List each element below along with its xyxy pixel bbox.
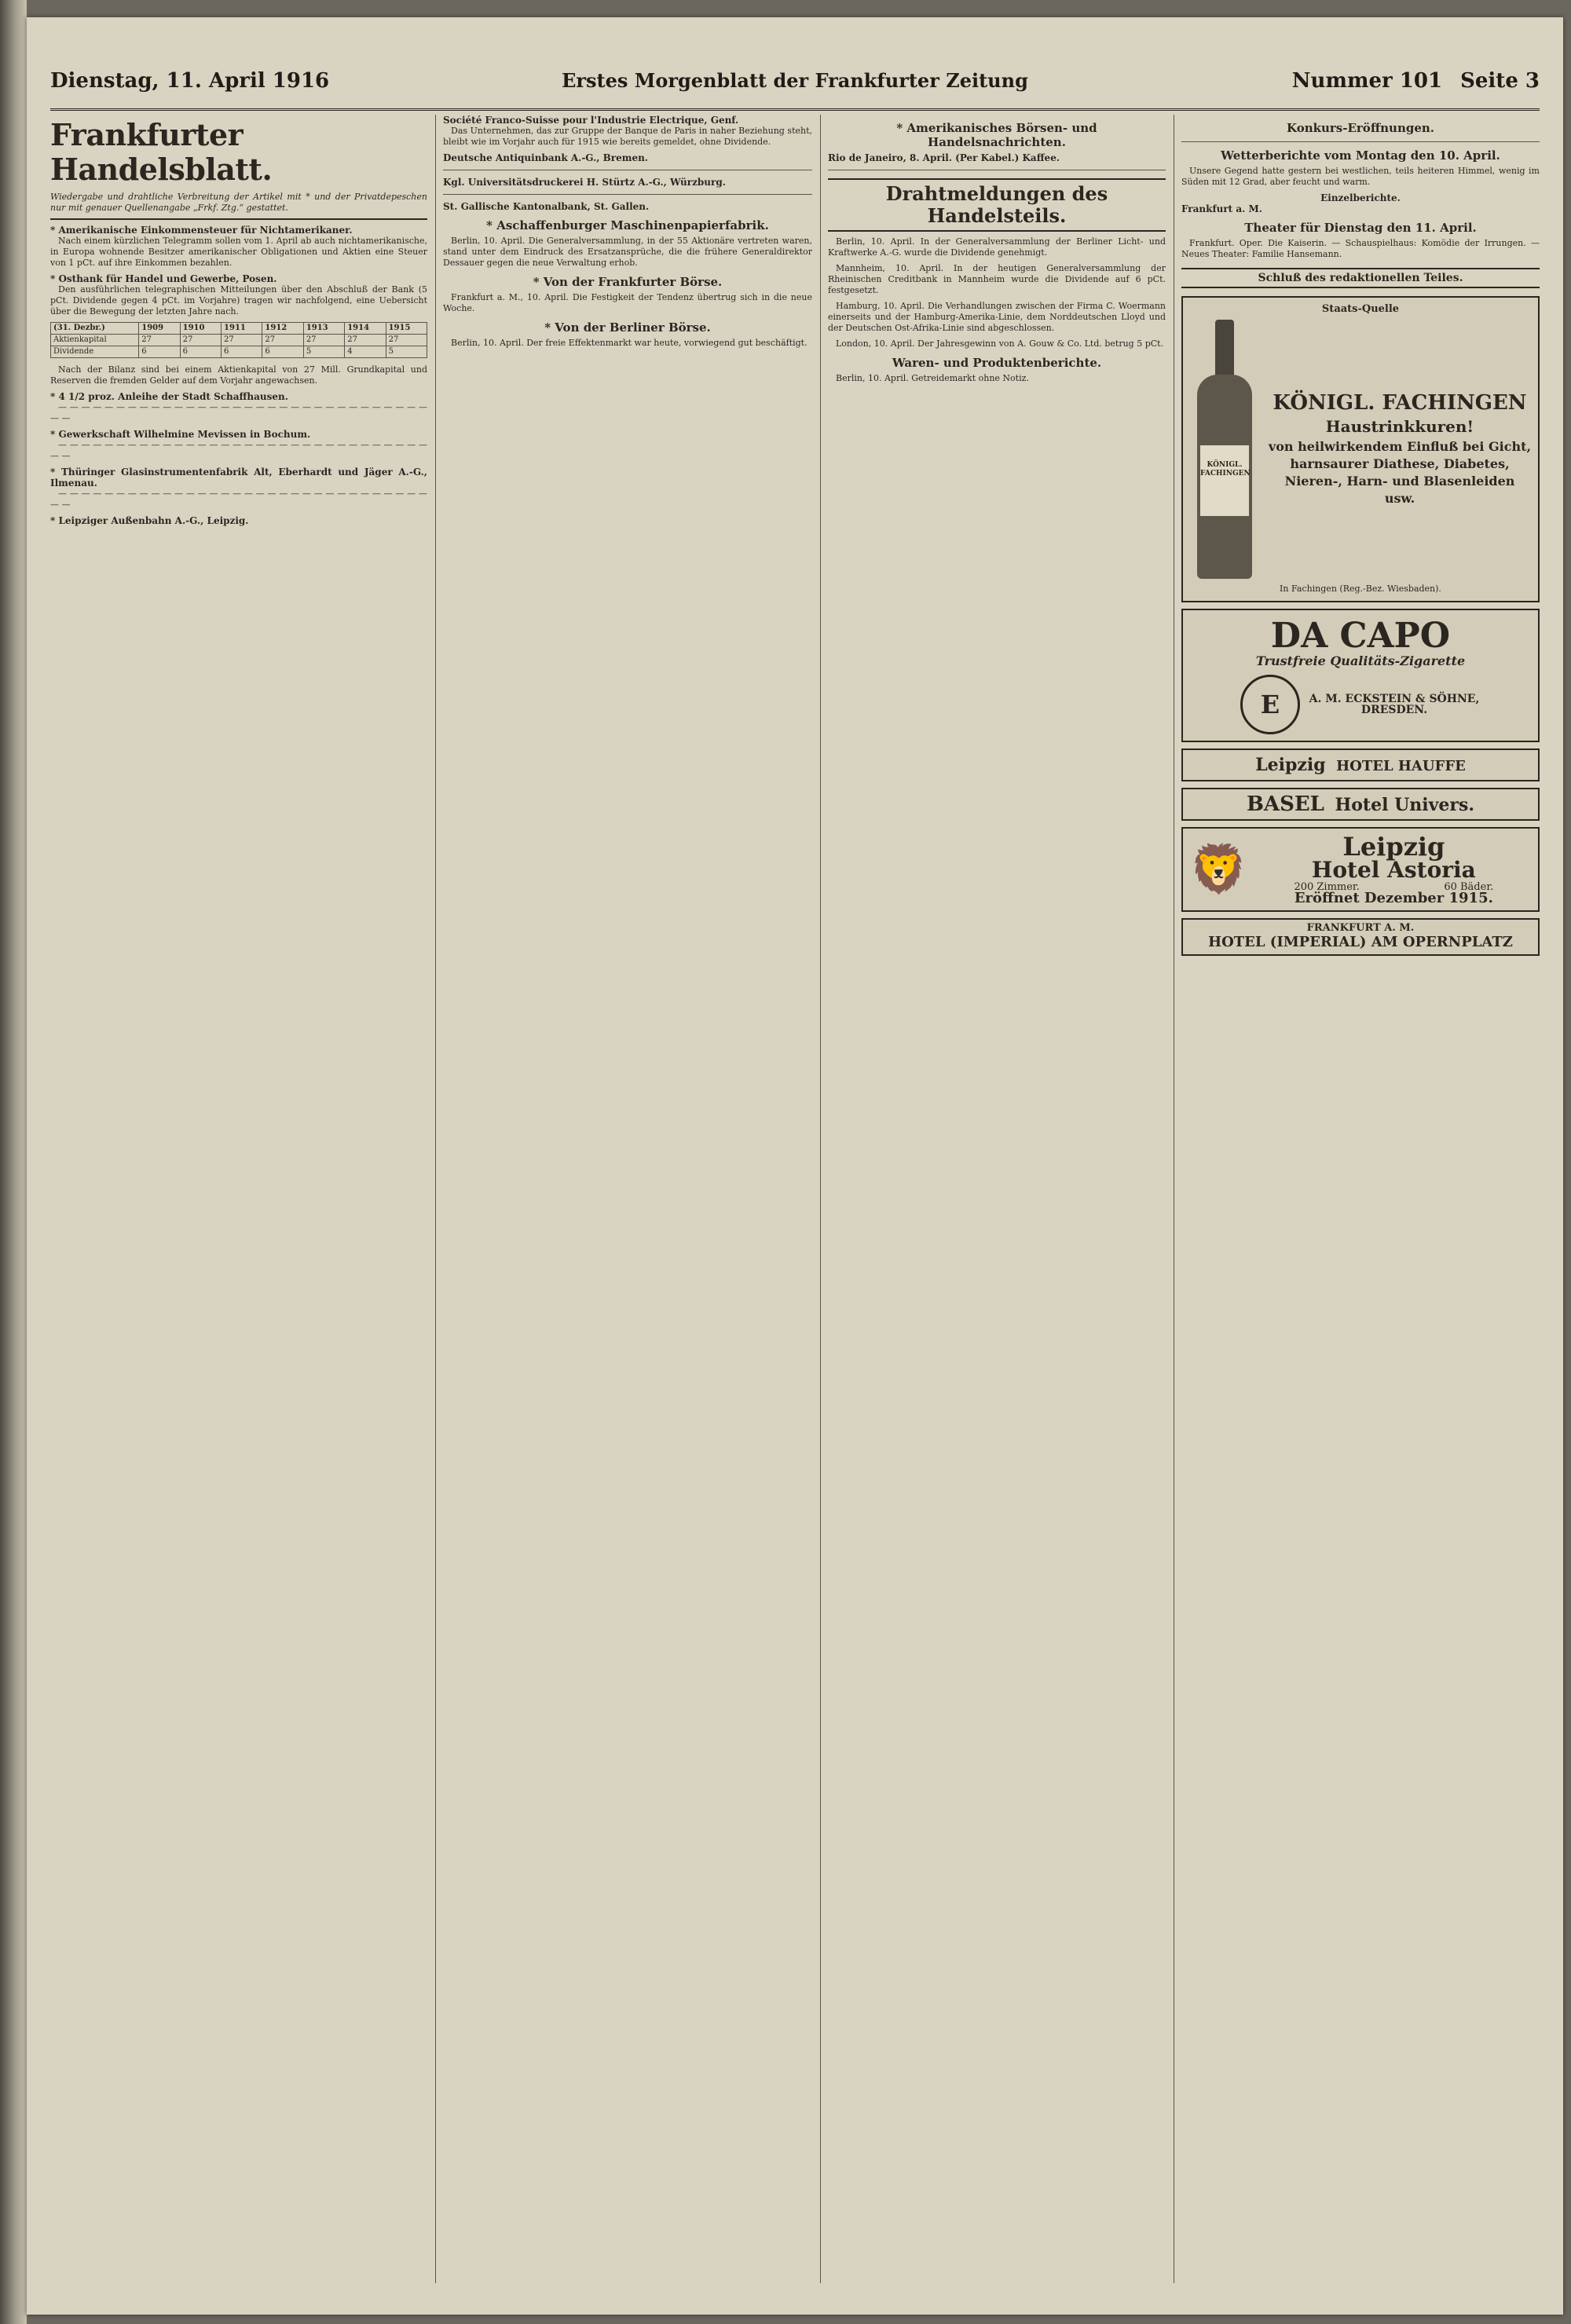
table-cell: Aktienkapital bbox=[51, 335, 139, 346]
article-headline: Rio de Janeiro, 8. April. (Per Kabel.) Kaffee. bbox=[828, 152, 1060, 163]
article-text: Frankfurt a. M., 10. April. Die Festigkeit der Tendenz übertrug sich in die neue Woche. bbox=[443, 292, 812, 313]
section-heading: Wetterberichte vom Montag den 10. April. bbox=[1221, 148, 1500, 163]
ad-rooms: 200 Zimmer. bbox=[1294, 881, 1360, 893]
ad-opening: Eröffnet Dezember 1915. bbox=[1294, 890, 1493, 906]
article-headline: * Thüringer Glasinstrumentenfabrik Alt, Eberhardt und Jäger A.-G., Ilmenau. bbox=[50, 467, 427, 489]
section-heading: Waren- und Produktenberichte. bbox=[892, 356, 1102, 370]
article-text: Frankfurt. Oper. Die Kaiserin. — Schauspielhaus: Komödie der Irrungen. — Neues Theater: Familie Hansemann. bbox=[1181, 238, 1540, 259]
ad-brand: KÖNIGL. FACHINGEN bbox=[1273, 391, 1527, 415]
column-rule bbox=[820, 115, 821, 2283]
page-number: Seite 3 bbox=[1460, 69, 1540, 93]
ad-hotel: Hotel Astoria bbox=[1311, 857, 1476, 883]
article-text-filler: — — — — — — — — — — — — — — — — — — — — — — — — — — — — — — — — — — bbox=[50, 402, 427, 423]
article-headline: * Leipziger Außenbahn A.-G., Leipzig. bbox=[50, 515, 249, 526]
article-headline: Deutsche Antiquinbank A.-G., Bremen. bbox=[443, 152, 648, 163]
ad-hotel: HOTEL (IMPERIAL) AM OPERNPLATZ bbox=[1208, 934, 1513, 950]
table-cell: 27 bbox=[262, 335, 303, 346]
ad-text: von heilwirkendem Einfluß bei Gicht, harnsaurer Diathese, Diabetes, Nieren-, Harn- und Blasenleiden usw. bbox=[1268, 439, 1532, 506]
article-headline: St. Gallische Kantonalbank, St. Gallen. bbox=[443, 201, 650, 212]
eckstein-emblem-icon: E bbox=[1240, 675, 1300, 734]
table-header-cell: (31. Dezbr.) bbox=[51, 323, 139, 335]
table-cell: 27 bbox=[139, 335, 180, 346]
article-headline: * Osthank für Handel und Gewerbe, Posen. bbox=[50, 273, 277, 284]
header-date: Dienstag, 11. April 1916 bbox=[50, 69, 330, 93]
article-text: Hamburg, 10. April. Die Verhandlungen zwischen der Firma C. Woermann einerseits und der Hamburg-Amerika-Linie, dem Norddeutschen Lloyd und der Deutschen Ost-Afrika-Linie sind abgeschlossen. bbox=[828, 301, 1166, 333]
section-heading: Theater für Dienstag den 11. April. bbox=[1244, 221, 1477, 235]
article-text: Unsere Gegend hatte gestern bei westlichen, teils heiteren Himmel, wenig im Süden mit 12 Grad, aber feucht und warm. bbox=[1181, 166, 1540, 187]
binding-gutter bbox=[0, 0, 27, 2324]
ad-city: FRANKFURT A. M. bbox=[1306, 922, 1415, 934]
table-header-cell: 1912 bbox=[262, 323, 303, 335]
divider bbox=[443, 194, 812, 195]
article-headline: * Gewerkschaft Wilhelmine Mevissen in Bochum. bbox=[50, 429, 311, 440]
ad-brand: DA CAPO bbox=[1270, 616, 1451, 656]
table-cell: 6 bbox=[180, 346, 221, 358]
table-header-cell: 1911 bbox=[222, 323, 262, 335]
section-heading: * Aschaffenburger Maschinenpapierfabrik. bbox=[486, 218, 769, 232]
table-header-cell: 1910 bbox=[180, 323, 221, 335]
article-text: Berlin, 10. April. Getreidemarkt ohne Notiz. bbox=[836, 373, 1029, 383]
header-paper-title: Erstes Morgenblatt der Frankfurter Zeitung bbox=[562, 69, 1028, 92]
article-text: Berlin, 10. April. Die Generalversammlung, in der 55 Aktionäre vertreten waren, stand unter dem Eindruck des Ersatzansprüche, die die frühere Generaldirektor Dessauer gegen die neue Verwaltung erhob. bbox=[443, 236, 812, 268]
ad-maker: A. M. ECKSTEIN & SÖHNE, DRESDEN. bbox=[1309, 693, 1480, 716]
article-headline: * 4 1/2 proz. Anleihe der Stadt Schaffhausen. bbox=[50, 391, 288, 402]
article-text: Berlin, 10. April. In der Generalversammlung der Berliner Licht- und Kraftwerke A.-G. wurde die Dividende genehmigt. bbox=[828, 236, 1166, 258]
table-cell: 6 bbox=[262, 346, 303, 358]
article-text: Berlin, 10. April. Der freie Effektenmarkt war heute, vorwiegend gut beschäftigt. bbox=[451, 338, 807, 348]
ad-baths: 60 Bäder. bbox=[1444, 881, 1494, 893]
newspaper-page bbox=[27, 17, 1563, 2315]
section-heading: Konkurs-Eröffnungen. bbox=[1286, 121, 1435, 135]
table-row bbox=[51, 335, 427, 346]
column-1 bbox=[50, 115, 427, 2283]
table-cell: 4 bbox=[345, 346, 386, 358]
column-rule bbox=[435, 115, 436, 2283]
column-3 bbox=[828, 115, 1166, 2283]
ad-hotel: Hotel Univers. bbox=[1335, 795, 1475, 815]
masthead-note: Wiedergabe und drahtliche Verbreitung der Artikel mit * und der Privatdepeschen nur mit genauer Quellenangabe „Frkf. Ztg.“ gestattet. bbox=[50, 192, 427, 220]
section-heading: * Von der Frankfurter Börse. bbox=[533, 275, 723, 289]
table-cell: 27 bbox=[386, 335, 427, 346]
table-cell: 6 bbox=[222, 346, 262, 358]
table-header-cell: 1914 bbox=[345, 323, 386, 335]
article-text-filler: — — — — — — — — — — — — — — — — — — — — — — — — — — — — — — — — — — bbox=[50, 489, 427, 510]
weather-city: Frankfurt a. M. bbox=[1181, 203, 1262, 214]
fachingen-ad bbox=[1181, 296, 1540, 602]
article-text: Nach der Bilanz sind bei einem Aktienkapital von 27 Mill. Grundkapital und Reserven die fremden Gelder auf dem Vorjahr angewachsen. bbox=[50, 364, 427, 386]
hotel-univers-ad bbox=[1181, 788, 1540, 821]
table-cell: 5 bbox=[303, 346, 344, 358]
table-cell: 5 bbox=[386, 346, 427, 358]
ad-cure: Haustrinkkuren! bbox=[1325, 417, 1474, 436]
hotel-imperial-ad bbox=[1181, 918, 1540, 956]
article-headline: Société Franco-Suisse pour l'Industrie Electrique, Genf. bbox=[443, 115, 739, 126]
article-text-filler: — — — — — — — — — — — — — — — — — — — — — — — — — — — — — — — — — — bbox=[50, 440, 427, 461]
section-heading: * Amerikanisches Börsen- und Handelsnachrichten. bbox=[896, 121, 1097, 149]
table-header-cell: 1913 bbox=[303, 323, 344, 335]
hotel-hauffe-ad bbox=[1181, 748, 1540, 781]
table-header-cell: 1915 bbox=[386, 323, 427, 335]
ad-city: Leipzig bbox=[1255, 755, 1326, 775]
article-text: Nach einem kürzlichen Telegramm sollen vom 1. April ab auch nichtamerikanische, in Europa wohnende Besitzer amerikanischer Obligationen und Aktien eine Steuer von 1 pCt. auf ihre Einkommen bezahlen. bbox=[50, 236, 427, 268]
article-text: Den ausführlichen telegraphischen Mitteilungen über den Abschluß der Bank (5 pCt. Dividende gegen 4 pCt. im Vorjahre) tragen wir nachfolgend, eine Uebersicht über die Bewegung der letzten Jahre nach. bbox=[50, 284, 427, 317]
table-cell: Dividende bbox=[51, 346, 139, 358]
ad-footer: In Fachingen (Reg.-Bez. Wiesbaden). bbox=[1280, 584, 1441, 594]
divider bbox=[1181, 141, 1540, 142]
section-heading: * Von der Berliner Börse. bbox=[544, 320, 711, 335]
page-header bbox=[50, 61, 1540, 111]
hotel-astoria-ad bbox=[1181, 827, 1540, 912]
table-cell: 27 bbox=[303, 335, 344, 346]
wire-reports-heading: Drahtmeldungen des Handelsteils. bbox=[828, 178, 1166, 232]
article-headline: Kgl. Universitätsdruckerei H. Stürtz A.-G., Würzburg. bbox=[443, 177, 726, 188]
article-text: Das Unternehmen, das zur Gruppe der Banque de Paris in naher Beziehung steht, bleibt wie im Vorjahr auch für 1915 wie bereits gemeldet, ohne Dividende. bbox=[443, 126, 812, 147]
column-2 bbox=[443, 115, 812, 2283]
table-cell: 6 bbox=[139, 346, 180, 358]
section-masthead: Frankfurter Handelsblatt. bbox=[50, 117, 273, 187]
ad-city: BASEL bbox=[1246, 792, 1324, 816]
table-cell: 27 bbox=[222, 335, 262, 346]
editorial-end-notice: Schluß des redaktionellen Teiles. bbox=[1181, 268, 1540, 288]
table-cell: 27 bbox=[345, 335, 386, 346]
ad-hotel: HOTEL HAUFFE bbox=[1336, 758, 1466, 774]
header-number bbox=[1281, 69, 1540, 93]
ad-city: Leipzig bbox=[1342, 832, 1445, 862]
ad-headline: Staats-Quelle bbox=[1321, 303, 1400, 315]
issue-number: Nummer 101 bbox=[1291, 69, 1443, 93]
table-header-cell: 1909 bbox=[139, 323, 180, 335]
table-header-row bbox=[51, 323, 427, 335]
article-headline: * Amerikanische Einkommensteuer für Nichtamerikaner. bbox=[50, 225, 353, 236]
article-text: London, 10. April. Der Jahresgewinn von A. Gouw & Co. Ltd. betrug 5 pCt. bbox=[836, 339, 1164, 349]
table-row bbox=[51, 346, 427, 358]
lion-icon: 🦁 bbox=[1189, 842, 1248, 897]
column-4 bbox=[1181, 115, 1540, 2283]
bottle-icon: KÖNIGL. FACHINGEN bbox=[1189, 320, 1260, 579]
ad-tagline: Trustfreie Qualitäts-Zigarette bbox=[1255, 653, 1466, 668]
dacapo-ad bbox=[1181, 609, 1540, 742]
article-text: Mannheim, 10. April. In der heutigen Generalversammlung der Rheinischen Creditbank in Mannheim wurde die Dividende auf 6 pCt. festgesetzt. bbox=[828, 263, 1166, 295]
table-cell: 27 bbox=[180, 335, 221, 346]
bank-statistics-table bbox=[50, 322, 427, 358]
subsection-heading: Einzelberichte. bbox=[1320, 192, 1401, 203]
